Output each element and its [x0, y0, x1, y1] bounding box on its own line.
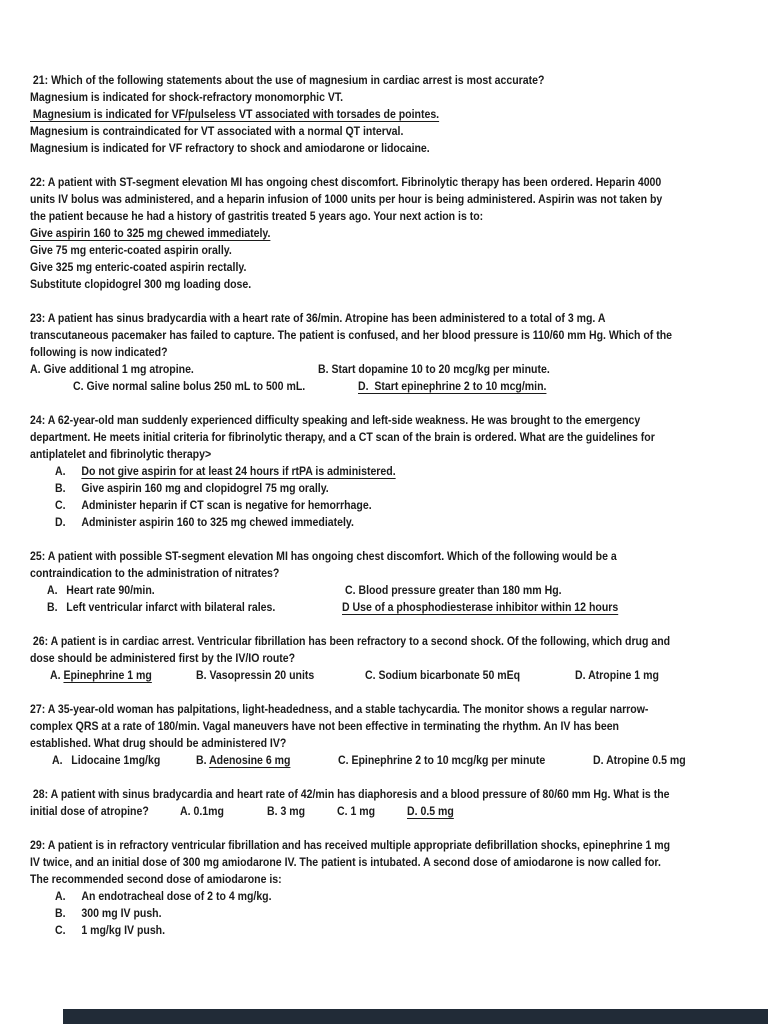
option-letter: D. [593, 753, 607, 767]
question-stem: 21: Which of the following statements about the use of magnesium in cardiac arrest is most accurate? [30, 73, 545, 87]
option-text: Administer heparin if CT scan is negative for hemorrhage. [81, 498, 372, 512]
question-26 [30, 633, 756, 684]
question-stem: 28: A patient with sinus bradycardia and heart rate of 42/min has diaphoresis and a blood pressure of 80/60 mm Hg. What is the [30, 787, 670, 801]
question-stem: the patient because he had a history of gastritis treated 5 years ago. Your next action is to: [30, 209, 484, 223]
option-letter: B. [55, 906, 66, 920]
option-a [50, 667, 170, 684]
option-text: Atropine 0.5 mg [606, 753, 686, 767]
option-c [30, 497, 756, 514]
question-stem: transcutaneous pacemaker has failed to capture. The patient is confused, and her blood pressure is 110/60 mm Hg. Which of the [30, 328, 673, 342]
option-letter: A. [55, 889, 66, 903]
option-row [30, 361, 756, 378]
option-line: Magnesium is indicated for shock-refractory monomorphic VT. [30, 90, 344, 104]
option-row [30, 803, 756, 820]
option-b [30, 905, 756, 922]
option-a [30, 888, 756, 905]
question-stem: IV twice, and an initial dose of 300 mg amiodarone IV. The patient is intubated. A second dose of amiodarone is now called for. [30, 855, 661, 869]
option-a: A. Give additional 1 mg atropine. [30, 362, 194, 376]
question-stem: The recommended second dose of amiodarone is: [30, 872, 282, 886]
option-row [30, 378, 756, 395]
option-text: Epinephrine 1 mg [63, 668, 152, 682]
option-row [30, 599, 756, 616]
option-text: Give aspirin 160 mg and clopidogrel 75 mg orally. [81, 481, 329, 495]
question-stem: units IV bolus was administered, and a heparin infusion of 1000 units per hour is being administered. Aspirin was not taken by [30, 192, 663, 206]
option-d [593, 752, 702, 769]
question-stem: department. He meets initial criteria for fibrinolytic therapy, and a CT scan of the brain is ordered. What are the guidelines for [30, 430, 655, 444]
option-letter: B. [196, 668, 210, 682]
question-stem: complex QRS at a rate of 180/min. Vagal maneuvers have not been effective in terminating the rhythm. An IV has been [30, 719, 619, 733]
quiz-page-content [30, 72, 756, 956]
option-d: D Use of a phosphodiesterase inhibitor within 12 hours [342, 600, 619, 614]
question-23 [30, 310, 756, 395]
option-letter: A. [55, 464, 66, 478]
question-stem: 26: A patient is in cardiac arrest. Ventricular fibrillation has been refractory to a second shock. Of the following, which drug and [30, 634, 671, 648]
question-stem: 29: A patient is in refractory ventricular fibrillation and has received multiple appropriate defibrillation shocks, epinephrine 1 mg [30, 838, 671, 852]
option-c: C. Give normal saline bolus 250 mL to 500 mL. [73, 379, 306, 393]
question-stem: established. What drug should be administered IV? [30, 736, 287, 750]
option-letter: C. [365, 668, 379, 682]
option-line: Magnesium is indicated for VF/pulseless VT associated with torsades de pointes. [30, 107, 440, 121]
option-text: Epinephrine 2 to 10 mcg/kg per minute [351, 753, 546, 767]
question-stem: 22: A patient with ST-segment elevation MI has ongoing chest discomfort. Fibrinolytic therapy has been ordered. Heparin 4000 [30, 175, 662, 189]
option-c: C. Blood pressure greater than 180 mm Hg. [345, 583, 562, 597]
option-b [196, 752, 307, 769]
question-stem: 24: A 62-year-old man suddenly experienced difficulty speaking and left-side weakness. He was brought to the emergency [30, 413, 641, 427]
option-text: Do not give aspirin for at least 24 hours if rtPA is administered. [81, 464, 396, 478]
option-c [365, 667, 547, 684]
option-b: B. 3 mg [267, 804, 306, 818]
option-d: D. 0.5 mg [407, 804, 454, 818]
option-letter: B. [196, 753, 210, 767]
option-b: B. Start dopamine 10 to 20 mcg/kg per minute. [318, 362, 550, 376]
question-stem-tail: initial dose of atropine? [30, 804, 149, 818]
option-text: 1 mg/kg IV push. [81, 923, 166, 937]
option-a [30, 463, 756, 480]
option-letter: C. [55, 923, 66, 937]
question-stem: 25: A patient with possible ST-segment elevation MI has ongoing chest discomfort. Which of the following would be a [30, 549, 617, 563]
option-a: A. Heart rate 90/min. [47, 583, 155, 597]
option-b: B. Left ventricular infarct with bilateral rales. [47, 600, 276, 614]
question-27 [30, 701, 756, 769]
option-line: Magnesium is indicated for VF refractory to shock and amiodarone or lidocaine. [30, 141, 430, 155]
option-row [30, 667, 756, 684]
option-c [338, 752, 582, 769]
question-28 [30, 786, 756, 820]
option-text: Administer aspirin 160 to 325 mg chewed immediately. [81, 515, 354, 529]
question-stem: contraindication to the administration of nitrates? [30, 566, 280, 580]
option-line: Give aspirin 160 to 325 mg chewed immediately. [30, 226, 271, 240]
option-text: Vasopressin 20 units [209, 668, 315, 682]
question-stem: following is now indicated? [30, 345, 168, 359]
question-22 [30, 174, 756, 293]
option-b [196, 667, 335, 684]
option-line: Give 325 mg enteric-coated aspirin rectally. [30, 260, 247, 274]
question-stem: 23: A patient has sinus bradycardia with a heart rate of 36/min. Atropine has been administered to a total of 3 mg. A [30, 311, 606, 325]
question-stem: 27: A 35-year-old woman has palpitations, light-headedness, and a stable tachycardia. The monitor shows a regular narrow- [30, 702, 649, 716]
question-stem: dose should be administered first by the IV/IO route? [30, 651, 296, 665]
option-text: Adenosine 6 mg [209, 753, 291, 767]
option-letter: A. [52, 753, 72, 767]
option-line: Give 75 mg enteric-coated aspirin orally. [30, 243, 232, 257]
option-text: 300 mg IV push. [81, 906, 162, 920]
option-d [575, 667, 674, 684]
question-21 [30, 72, 756, 157]
option-letter: C. [55, 498, 66, 512]
viewer-toolbar-fragment [63, 1009, 768, 1024]
option-c [30, 922, 756, 939]
option-text: Atropine 1 mg [588, 668, 659, 682]
option-b [30, 480, 756, 497]
option-text: Lidocaine 1mg/kg [71, 753, 161, 767]
question-stem: antiplatelet and fibrinolytic therapy> [30, 447, 212, 461]
option-text: Sodium bicarbonate 50 mEq [378, 668, 521, 682]
option-d [30, 514, 756, 531]
option-line: Substitute clopidogrel 300 mg loading dose. [30, 277, 252, 291]
option-text: An endotracheal dose of 2 to 4 mg/kg. [81, 889, 272, 903]
option-c: C. 1 mg [337, 804, 376, 818]
question-29 [30, 837, 756, 939]
option-row [30, 582, 756, 599]
option-a [52, 752, 179, 769]
option-letter: C. [338, 753, 352, 767]
question-25 [30, 548, 756, 616]
option-d: D. Start epinephrine 2 to 10 mcg/min. [358, 379, 547, 393]
question-24 [30, 412, 756, 531]
option-letter: D. [575, 668, 589, 682]
option-a: A. 0.1mg [180, 804, 224, 818]
option-letter: A. [50, 668, 64, 682]
option-row [30, 752, 756, 769]
option-line: Magnesium is contraindicated for VT associated with a normal QT interval. [30, 124, 404, 138]
option-letter: B. [55, 481, 66, 495]
option-letter: D. [55, 515, 66, 529]
